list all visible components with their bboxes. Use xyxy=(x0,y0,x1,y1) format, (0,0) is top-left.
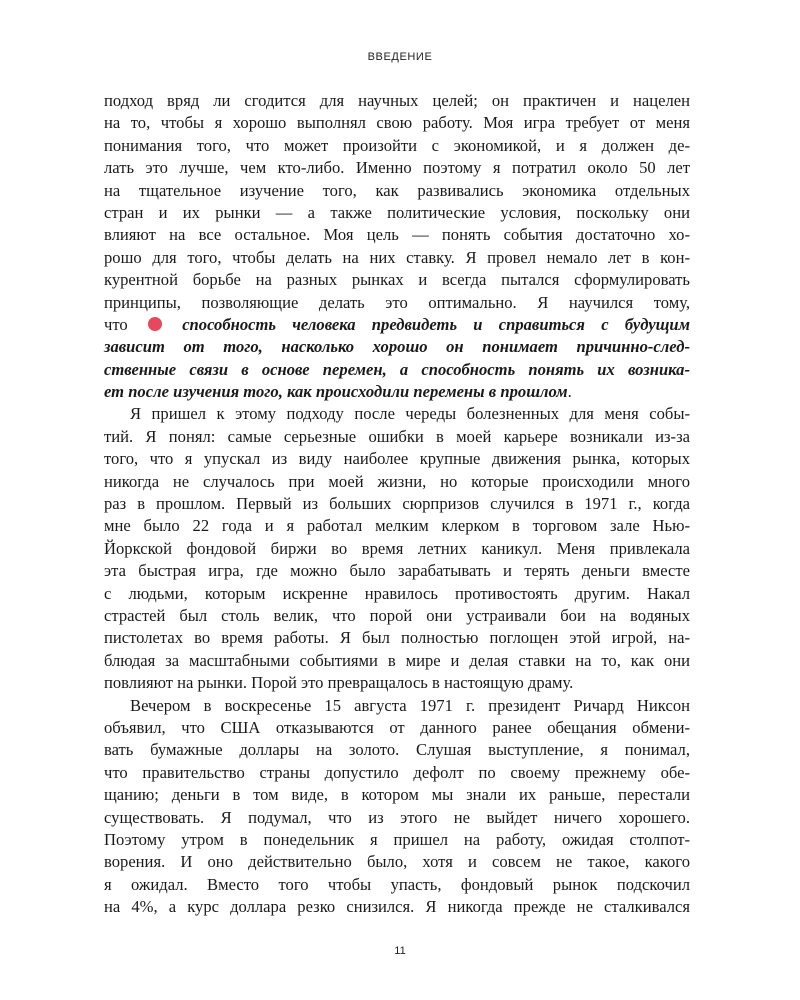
emphasis-text: зависит от того, насколько хорошо он понимает причинно-след- xyxy=(104,337,690,357)
emphasis-line-first xyxy=(104,314,690,336)
text-line: курентной борьбе на разных рынках и всегда пытался сформулировать xyxy=(104,270,690,290)
text-line: того, что я упускал из виду наиболее крупные движения рынка, которых xyxy=(104,449,690,469)
text-line: понимания того, что может произойти с экономикой, и я должен де- xyxy=(104,135,690,155)
text-line: эта быстрая игра, где можно было зарабатывать и терять деньги вместе xyxy=(104,561,690,581)
text-line: существовать. Я подумал, что из этого не выйдет ничего хорошего. xyxy=(104,807,690,827)
text-line: рошо для того, чтобы делать на них ставку. Я провел немало лет в кон- xyxy=(104,247,690,267)
paragraph-1 xyxy=(104,90,690,403)
text-line: объявил, что США отказываются от данного ранее обещания обмени- xyxy=(104,717,690,737)
text-line: что правительство страны допустило дефолт по своему прежнему обе- xyxy=(104,762,690,782)
text-line: стран и их рынки — а также политические условия, поскольку они xyxy=(104,202,690,222)
text-line: Йоркской фондовой биржи во время летних каникул. Меня привлекала xyxy=(104,538,690,558)
page-body xyxy=(104,90,690,918)
text-line: страстей был столь велик, что порой они устраивали бои на водяных xyxy=(104,605,690,625)
text-line: Поэтому утром в понедельник я пришел на работу, ожидая столпот- xyxy=(104,829,690,849)
text-line: вать бумажные доллары на золото. Слушая выступление, я понимал, xyxy=(104,740,690,760)
text-line: лать это лучше, чем кто-либо. Именно поэтому я потратил около 50 лет xyxy=(104,158,690,178)
emphasis-line-last xyxy=(104,381,690,403)
text-line: подход вряд ли сгодится для научных целей; он практичен и нацелен xyxy=(104,91,690,110)
text-line: ворения. И оно действительно было, хотя и совсем не такое, какого xyxy=(104,852,690,872)
text-line: принципы, позволяющие делать это оптимально. Я научился тому, xyxy=(104,292,690,312)
highlight-dot-icon xyxy=(148,317,162,331)
text-line: никогда не случалось при моей жизни, но которые происходили много xyxy=(104,471,690,491)
text-line: с людьми, которым искренне нравилось противостоять другим. Накал xyxy=(104,583,690,603)
text-line: на то, чтобы я хорошо выполнял свою работу. Моя игра требует от меня xyxy=(104,113,690,133)
emphasis-text: способность человека предвидеть и справиться с будущим xyxy=(182,314,690,334)
text-line: Я пришел к этому подходу после череды болезненных для меня собы- xyxy=(130,404,690,424)
text-line: я ожидал. Вместо того чтобы упасть, фондовый рынок подскочил xyxy=(104,874,690,894)
running-header: ВВЕДЕНИЕ xyxy=(367,51,433,63)
text-line: щанию; деньги в том виде, в котором мы знали их раньше, перестали xyxy=(104,785,690,805)
text-line: на тщательное изучение того, как развивались экономика отдельных xyxy=(104,180,690,200)
emphasis-text: ет после изучения того, как происходили перемены в прошлом xyxy=(104,382,568,402)
emphasis-prefix: что xyxy=(104,314,128,334)
emphasis-suffix: . xyxy=(567,382,572,402)
text-line: влияют на все остальное. Моя цель — понять события достаточно хо- xyxy=(104,225,690,245)
text-line: пистолетах во время работы. Я был полностью поглощен этой игрой, на- xyxy=(104,628,690,648)
text-line: Вечером в воскресенье 15 августа 1971 г. президент Ричард Никсон xyxy=(130,695,690,715)
paragraph-2 xyxy=(104,403,690,694)
text-line: тий. Я понял: самые серьезные ошибки в моей карьере возникали из-за xyxy=(104,426,690,446)
text-line: раз в прошлом. Первый из больших сюрпризов случился в 1971 г., когда xyxy=(104,494,690,514)
text-line: на 4%, а курс доллара резко снизился. Я никогда прежде не сталкивался xyxy=(104,897,690,917)
page-number: 11 xyxy=(394,945,406,957)
paragraph-3 xyxy=(104,695,690,919)
text-line: мне было 22 года и я работал мелким клерком в торговом зале Нью- xyxy=(104,516,690,536)
text-line: блюдая за масштабными событиями в мире и делая ставки на то, как они xyxy=(104,650,690,670)
text-line: повлияют на рынки. Порой это превращалось в настоящую драму. xyxy=(104,673,574,693)
emphasis-text: ственные связи в основе перемен, а способность понять их возника- xyxy=(104,359,690,379)
